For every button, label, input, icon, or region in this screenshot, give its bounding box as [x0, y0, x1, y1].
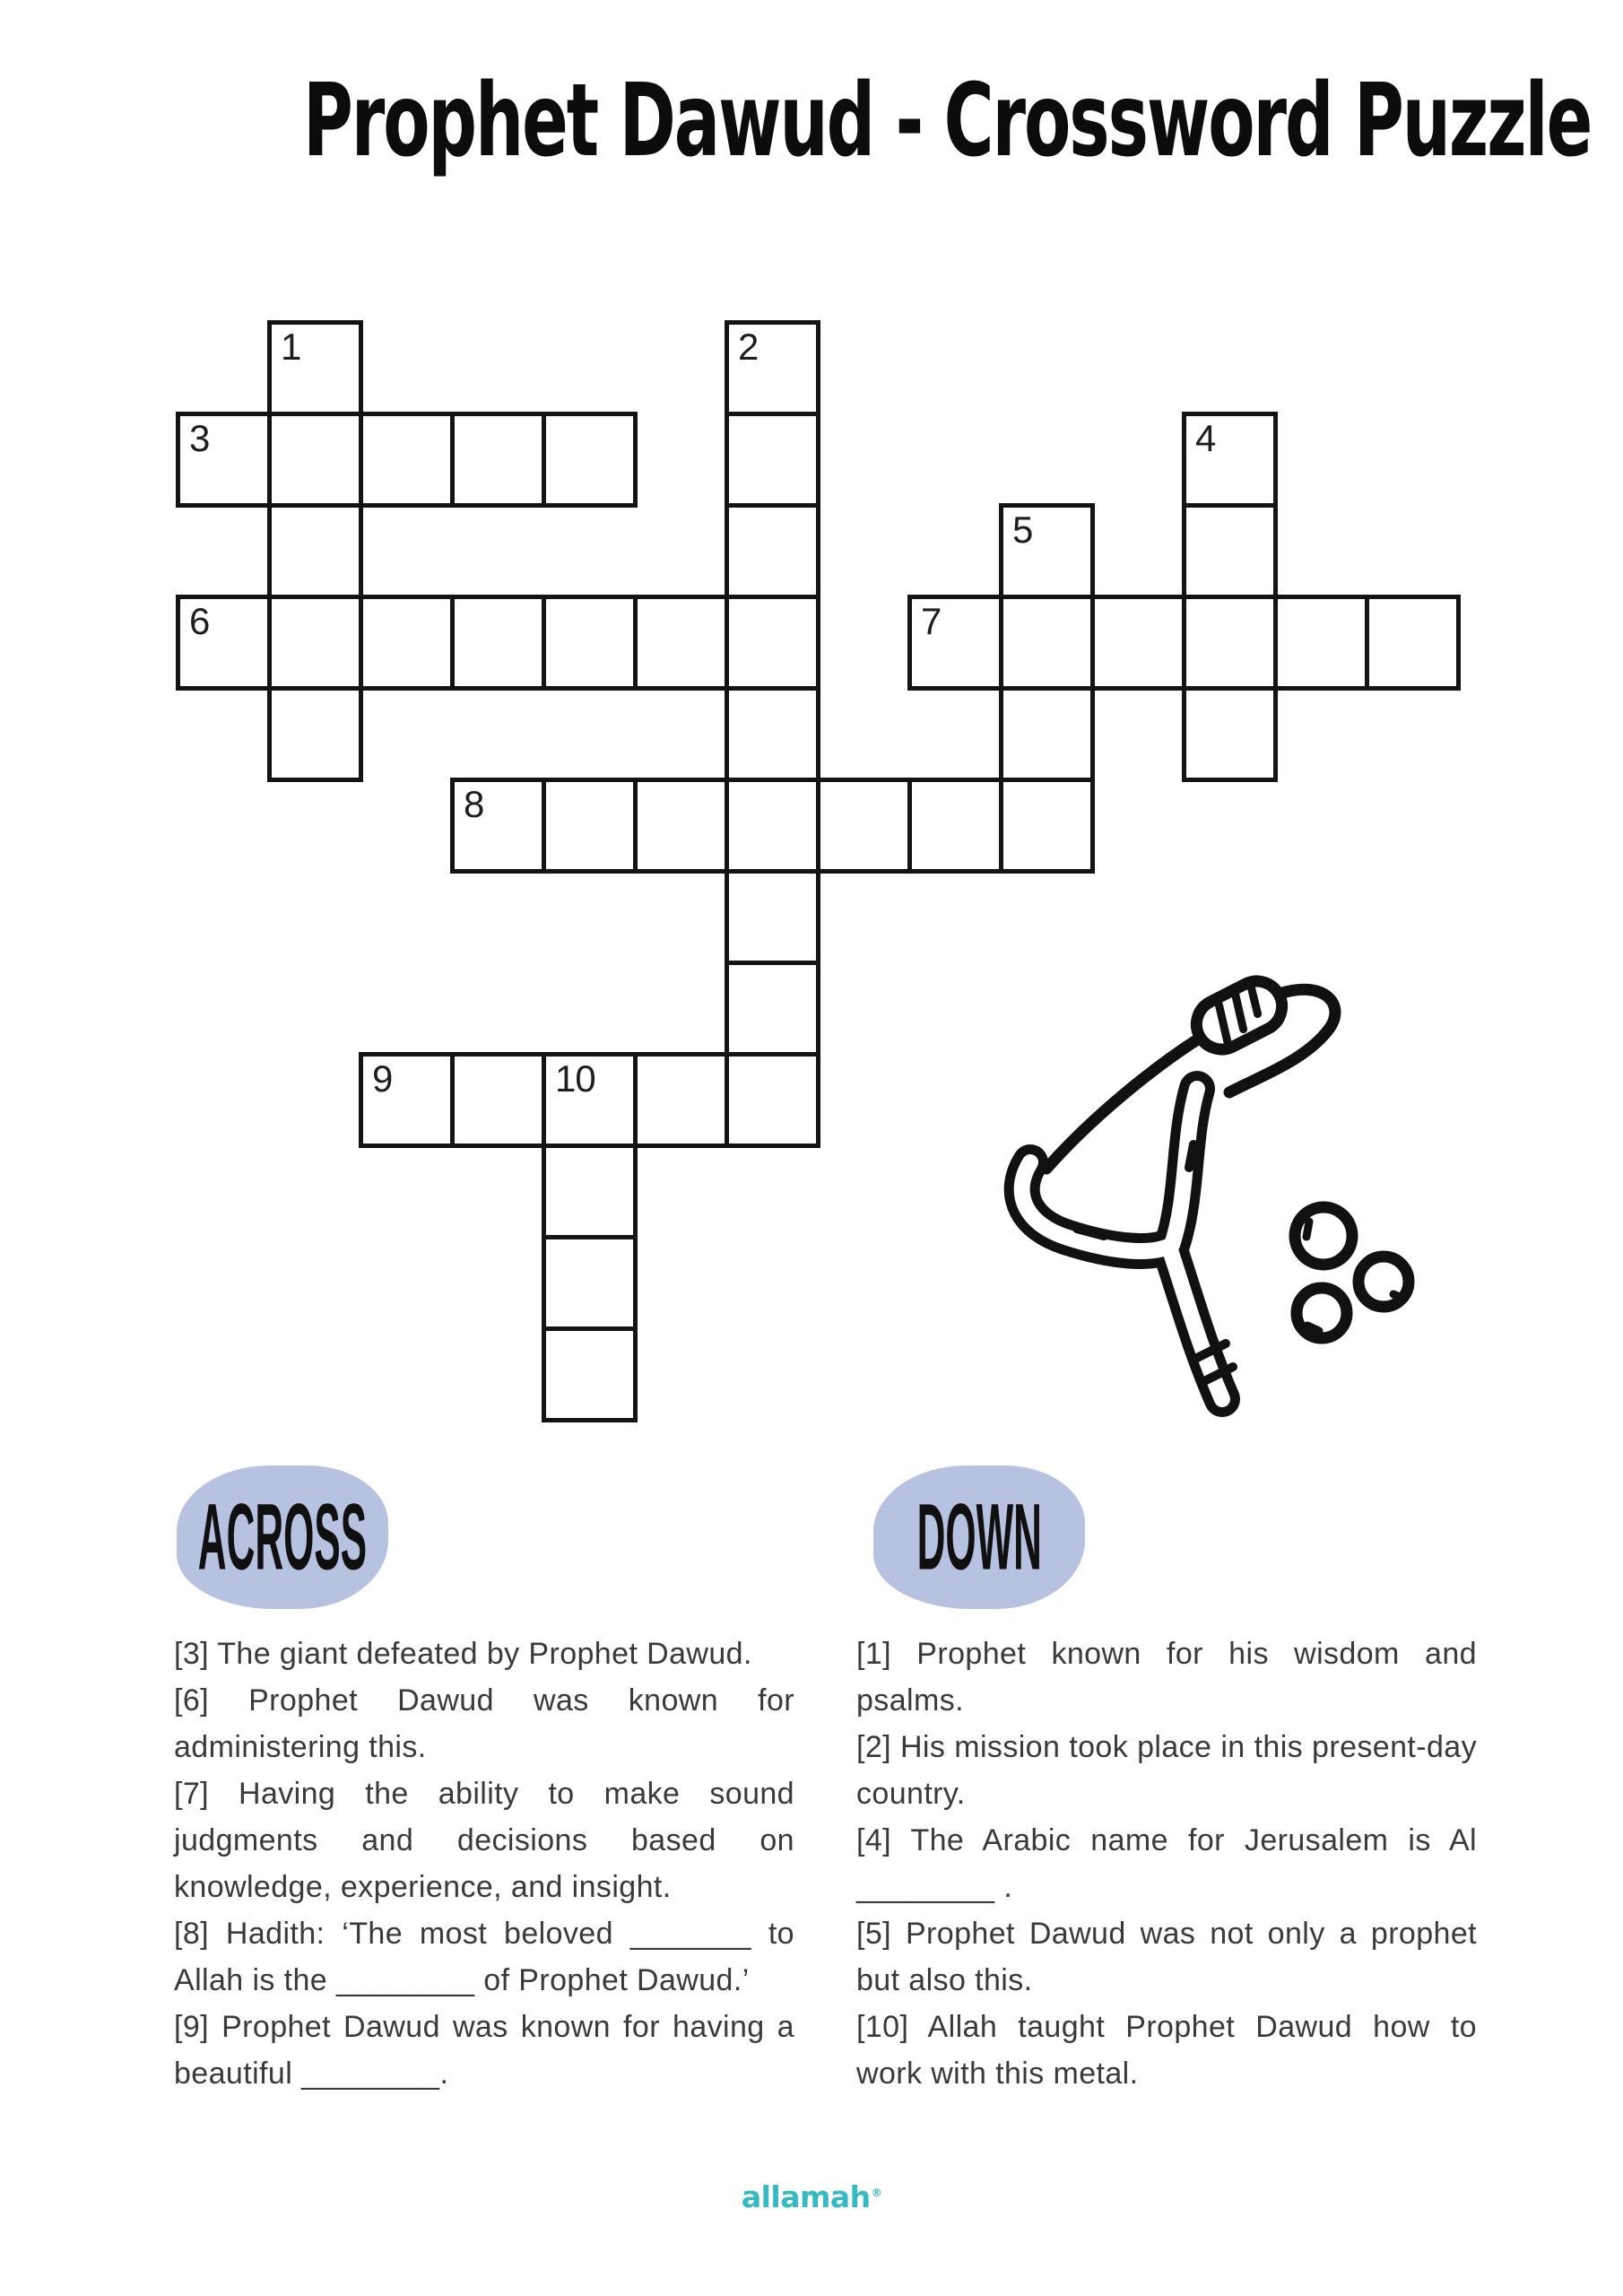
grid-cell[interactable] — [176, 595, 272, 691]
clue: [8] Hadith: ‘The most beloved _______ to Allah is the ________ of Prophet Dawud.’ — [174, 1917, 794, 1997]
grid-cell[interactable] — [725, 1052, 820, 1148]
grid-cell[interactable] — [542, 1235, 638, 1331]
grid-cell[interactable] — [267, 686, 363, 782]
grid-cell[interactable] — [907, 595, 1003, 691]
down-heading-badge — [873, 1465, 1085, 1609]
grid-cell[interactable] — [267, 595, 363, 691]
clue: [3] The giant defeated by Prophet Dawud. — [174, 1637, 752, 1671]
cell-number: 10 — [555, 1057, 595, 1100]
grid-cell[interactable] — [450, 412, 546, 508]
grid-cell[interactable] — [725, 320, 820, 416]
grid-cell[interactable] — [267, 412, 363, 508]
across-clue-list — [174, 1631, 794, 2097]
grid-cell[interactable] — [176, 412, 272, 508]
brand-logo — [742, 2179, 881, 2214]
clue: [4] The Arabic name for Jerusalem is Al ________ . — [856, 1823, 1477, 1904]
down-heading: DOWN — [916, 1483, 1042, 1590]
across-heading: ACROSS — [197, 1483, 368, 1590]
grid-cell[interactable] — [1090, 595, 1186, 691]
grid-cell[interactable] — [542, 1326, 638, 1422]
grid-cell[interactable] — [1273, 595, 1369, 691]
clue: [1] Prophet known for his wisdom and psalms. — [856, 1637, 1477, 1718]
clue: [2] His mission took place in this present-day country. — [856, 1730, 1477, 1811]
grid-cell[interactable] — [450, 595, 546, 691]
slingshot-illustration — [991, 940, 1511, 1442]
grid-cell[interactable] — [359, 595, 455, 691]
grid-cell[interactable] — [542, 778, 638, 874]
cell-number: 6 — [189, 600, 210, 642]
clue: [9] Prophet Dawud was known for having a beautiful ________. — [174, 2010, 794, 2091]
clue: [10] Allah taught Prophet Dawud how to work with this metal. — [856, 2010, 1477, 2091]
grid-cell[interactable] — [267, 320, 363, 416]
stones-icon — [1295, 1207, 1409, 1338]
grid-cell[interactable] — [542, 1144, 638, 1239]
grid-cell[interactable] — [450, 778, 546, 874]
grid-cell[interactable] — [725, 961, 820, 1057]
grid-cell[interactable] — [542, 595, 638, 691]
page-title: Prophet Dawud - Crossword Puzzle — [302, 63, 1592, 179]
grid-cell[interactable] — [725, 503, 820, 599]
cell-number: 4 — [1195, 417, 1216, 459]
grid-cell[interactable] — [542, 1052, 638, 1148]
cell-number: 7 — [921, 600, 942, 642]
grid-cell[interactable] — [1182, 595, 1278, 691]
across-heading-badge — [177, 1465, 388, 1609]
grid-cell[interactable] — [999, 595, 1095, 691]
cell-number: 2 — [738, 326, 759, 368]
slingshot-pouch — [1188, 972, 1291, 1057]
grid-cell[interactable] — [633, 595, 729, 691]
grid-cell[interactable] — [450, 1052, 546, 1148]
grid-cell[interactable] — [725, 686, 820, 782]
grid-cell[interactable] — [267, 503, 363, 599]
grid-cell[interactable] — [999, 686, 1095, 782]
grid-cell[interactable] — [542, 412, 638, 508]
grid-cell[interactable] — [907, 778, 1003, 874]
down-clue-list — [856, 1631, 1477, 2097]
cell-number: 5 — [1012, 509, 1033, 551]
grid-cell[interactable] — [359, 412, 455, 508]
grid-cell[interactable] — [725, 595, 820, 691]
grid-cell[interactable] — [816, 778, 912, 874]
grid-cell[interactable] — [725, 412, 820, 508]
cell-number: 1 — [281, 326, 301, 368]
cell-number: 8 — [464, 783, 484, 825]
clue: [5] Prophet Dawud was not only a prophet but also this. — [856, 1917, 1477, 1997]
grid-cell[interactable] — [359, 1052, 455, 1148]
grid-cell[interactable] — [1182, 503, 1278, 599]
clue: [7] Having the ability to make sound judgments and decisions based on knowledge, experience, and insight. — [174, 1777, 794, 1904]
grid-cell[interactable] — [999, 503, 1095, 599]
grid-cell[interactable] — [725, 778, 820, 874]
grid-cell[interactable] — [633, 1052, 729, 1148]
grid-cell[interactable] — [725, 869, 820, 965]
grid-cell[interactable] — [1182, 412, 1278, 508]
cell-number: 9 — [372, 1057, 393, 1100]
footer — [0, 2179, 1623, 2214]
brand-trademark-icon: ® — [871, 2187, 882, 2199]
cell-number: 3 — [189, 417, 210, 459]
grid-cell[interactable] — [1365, 595, 1461, 691]
brand-name: allamah — [741, 2179, 871, 2214]
clue: [6] Prophet Dawud was known for administering this. — [174, 1683, 794, 1764]
grid-cell[interactable] — [1182, 686, 1278, 782]
grid-cell[interactable] — [633, 778, 729, 874]
grid-cell[interactable] — [999, 778, 1095, 874]
